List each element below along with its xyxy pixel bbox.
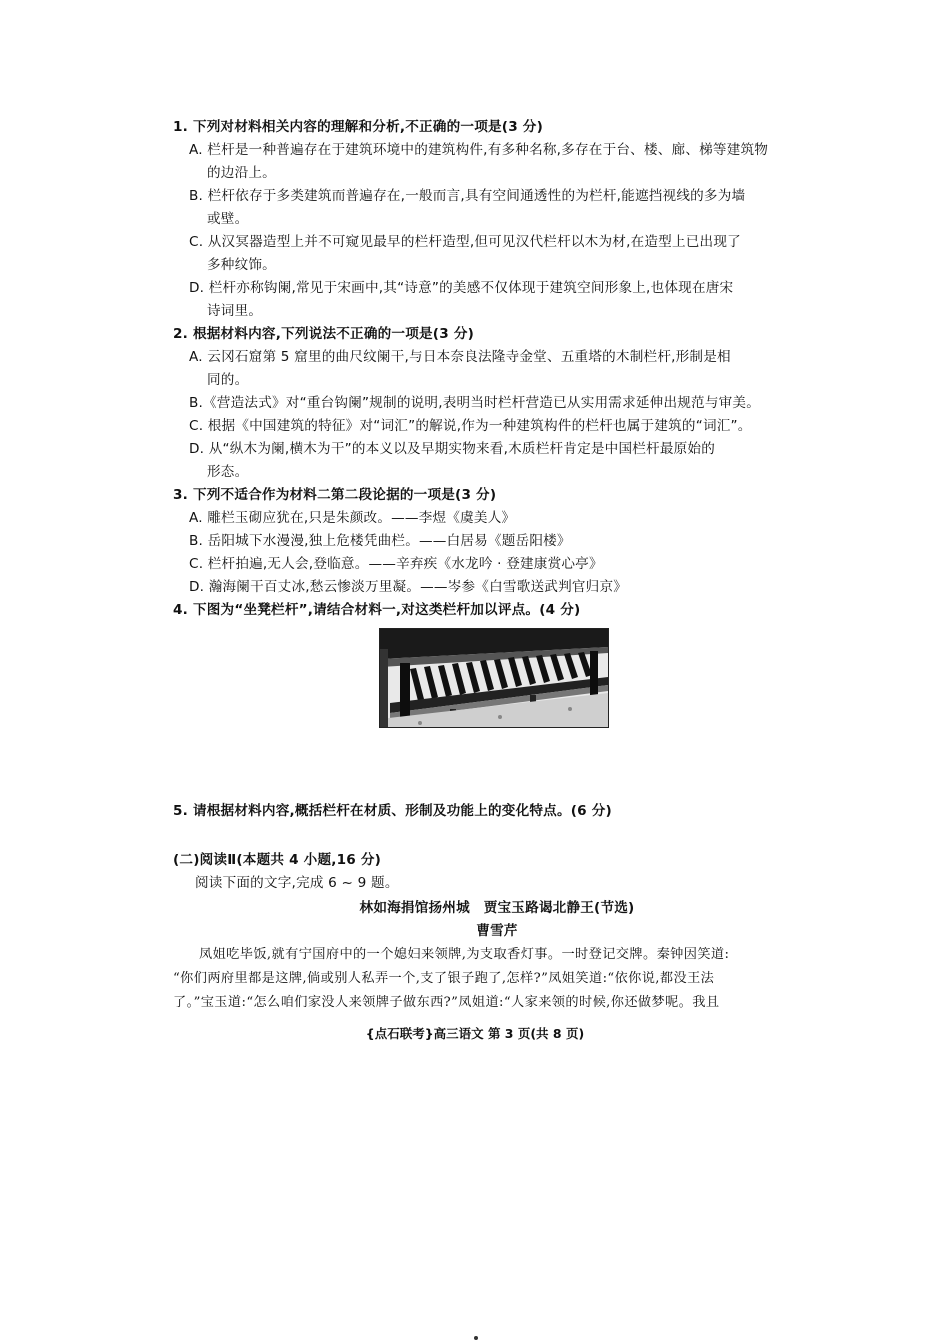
q2-option-c: C. 根据《中国建筑的特征》对“词汇”的解说,作为一种建筑构件的栏杆也属于建筑的“词汇”。 xyxy=(189,418,752,434)
question-1-stem: 1. 下列对材料相关内容的理解和分析,不正确的一项是(3 分) xyxy=(173,119,543,135)
exam-content xyxy=(173,116,821,1015)
q3-option-c: C. 栏杆拍遍,无人会,登临意。——辛弃疾《水龙吟 · 登建康赏心亭》 xyxy=(189,556,603,572)
section-2-heading: (二)阅读Ⅱ(本题共 4 小题,16 分) xyxy=(173,852,382,868)
section-2-instruction: 阅读下面的文字,完成 6 ~ 9 题。 xyxy=(195,875,399,891)
passage-line: 了。”宝玉道:“怎么咱们家没人来领牌子做东西?”凤姐道:“人家来领的时候,你还做梦呢。我且 xyxy=(173,995,720,1010)
q1-option-b xyxy=(173,185,821,231)
bench-railing-illustration xyxy=(380,629,608,727)
question-3-stem: 3. 下列不适合作为材料二第二段论据的一项是(3 分) xyxy=(173,487,497,503)
q2-option-a-line1: A. 云冈石窟第 5 窟里的曲尺纹阑干,与日本奈良法隆寺金堂、五重塔的木制栏杆,形制是相 xyxy=(189,349,731,365)
question-5-stem: 5. 请根据材料内容,概括栏杆在材质、形制及功能上的变化特点。(6 分) xyxy=(173,803,612,819)
q2-option-a-line2: 同的。 xyxy=(207,372,249,388)
passage-title: 林如海捐馆扬州城 贾宝玉路谒北静王(节选) xyxy=(359,900,635,916)
q1-option-b-line1: B. 栏杆依存于多类建筑而普遍存在,一般而言,具有空间通透性的为栏杆,能遮挡视线的多为墙 xyxy=(189,188,746,204)
q1-option-d xyxy=(173,277,821,323)
q3-option-b: B. 岳阳城下水漫漫,独上危楼凭曲栏。——白居易《题岳阳楼》 xyxy=(189,533,571,549)
question-4-stem: 4. 下图为“坐凳栏杆”,请结合材料一,对这类栏杆加以评点。(4 分) xyxy=(173,602,581,618)
q1-option-a-line2: 的边沿上。 xyxy=(207,165,276,181)
q1-option-b-line2: 或壁。 xyxy=(207,211,249,227)
question-2-stem: 2. 根据材料内容,下列说法不正确的一项是(3 分) xyxy=(173,326,475,342)
q1-option-d-line2: 诗词里。 xyxy=(207,303,263,319)
page-footer: {点石联考}高三语文 第 3 页(共 8 页) xyxy=(365,1026,585,1041)
q2-option-b: B.《营造法式》对“重台钩阑”规制的说明,表明当时栏杆营造已从实用需求延伸出规范与审美。 xyxy=(189,395,761,411)
q1-option-a-line1: A. 栏杆是一种普遍存在于建筑环境中的建筑构件,有多种名称,多存在于台、楼、廊、梯等建筑物 xyxy=(189,142,769,158)
bench-railing-photo xyxy=(379,628,609,728)
q3-option-d: D. 瀚海阑干百丈冰,愁云惨淡万里凝。——岑参《白雪歌送武判官归京》 xyxy=(189,579,628,595)
q2-option-d xyxy=(173,438,821,484)
passage-author: 曹雪芹 xyxy=(476,923,518,939)
scan-dot xyxy=(474,1336,478,1340)
q1-option-a xyxy=(173,139,821,185)
q3-option-a: A. 雕栏玉砌应犹在,只是朱颜改。——李煜《虞美人》 xyxy=(189,510,516,526)
passage-line: 凤姐吃毕饭,就有宁国府中的一个媳妇来领牌,为支取香灯事。一时登记交牌。秦钟因笑道: xyxy=(199,947,730,962)
passage-line: “你们两府里都是这牌,倘或别人私弄一个,支了银子跑了,怎样?”凤姐笑道:“依你说,都没王法 xyxy=(173,971,715,986)
q2-option-d-line2: 形态。 xyxy=(207,464,249,480)
q1-option-c-line1: C. 从汉冥器造型上并不可窥见最早的栏杆造型,但可见汉代栏杆以木为材,在造型上已出现了 xyxy=(189,234,741,250)
passage-body xyxy=(173,943,821,1015)
q1-option-d-line1: D. 栏杆亦称钩阑,常见于宋画中,其“诗意”的美感不仅体现于建筑空间形象上,也体现在唐宋 xyxy=(189,280,734,296)
q1-option-c xyxy=(173,231,821,277)
q2-option-a xyxy=(173,346,821,392)
q1-option-c-line2: 多种纹饰。 xyxy=(207,257,276,273)
q2-option-d-line1: D. 从“纵木为阑,横木为干”的本义以及早期实物来看,木质栏杆肯定是中国栏杆最原始的 xyxy=(189,441,716,457)
